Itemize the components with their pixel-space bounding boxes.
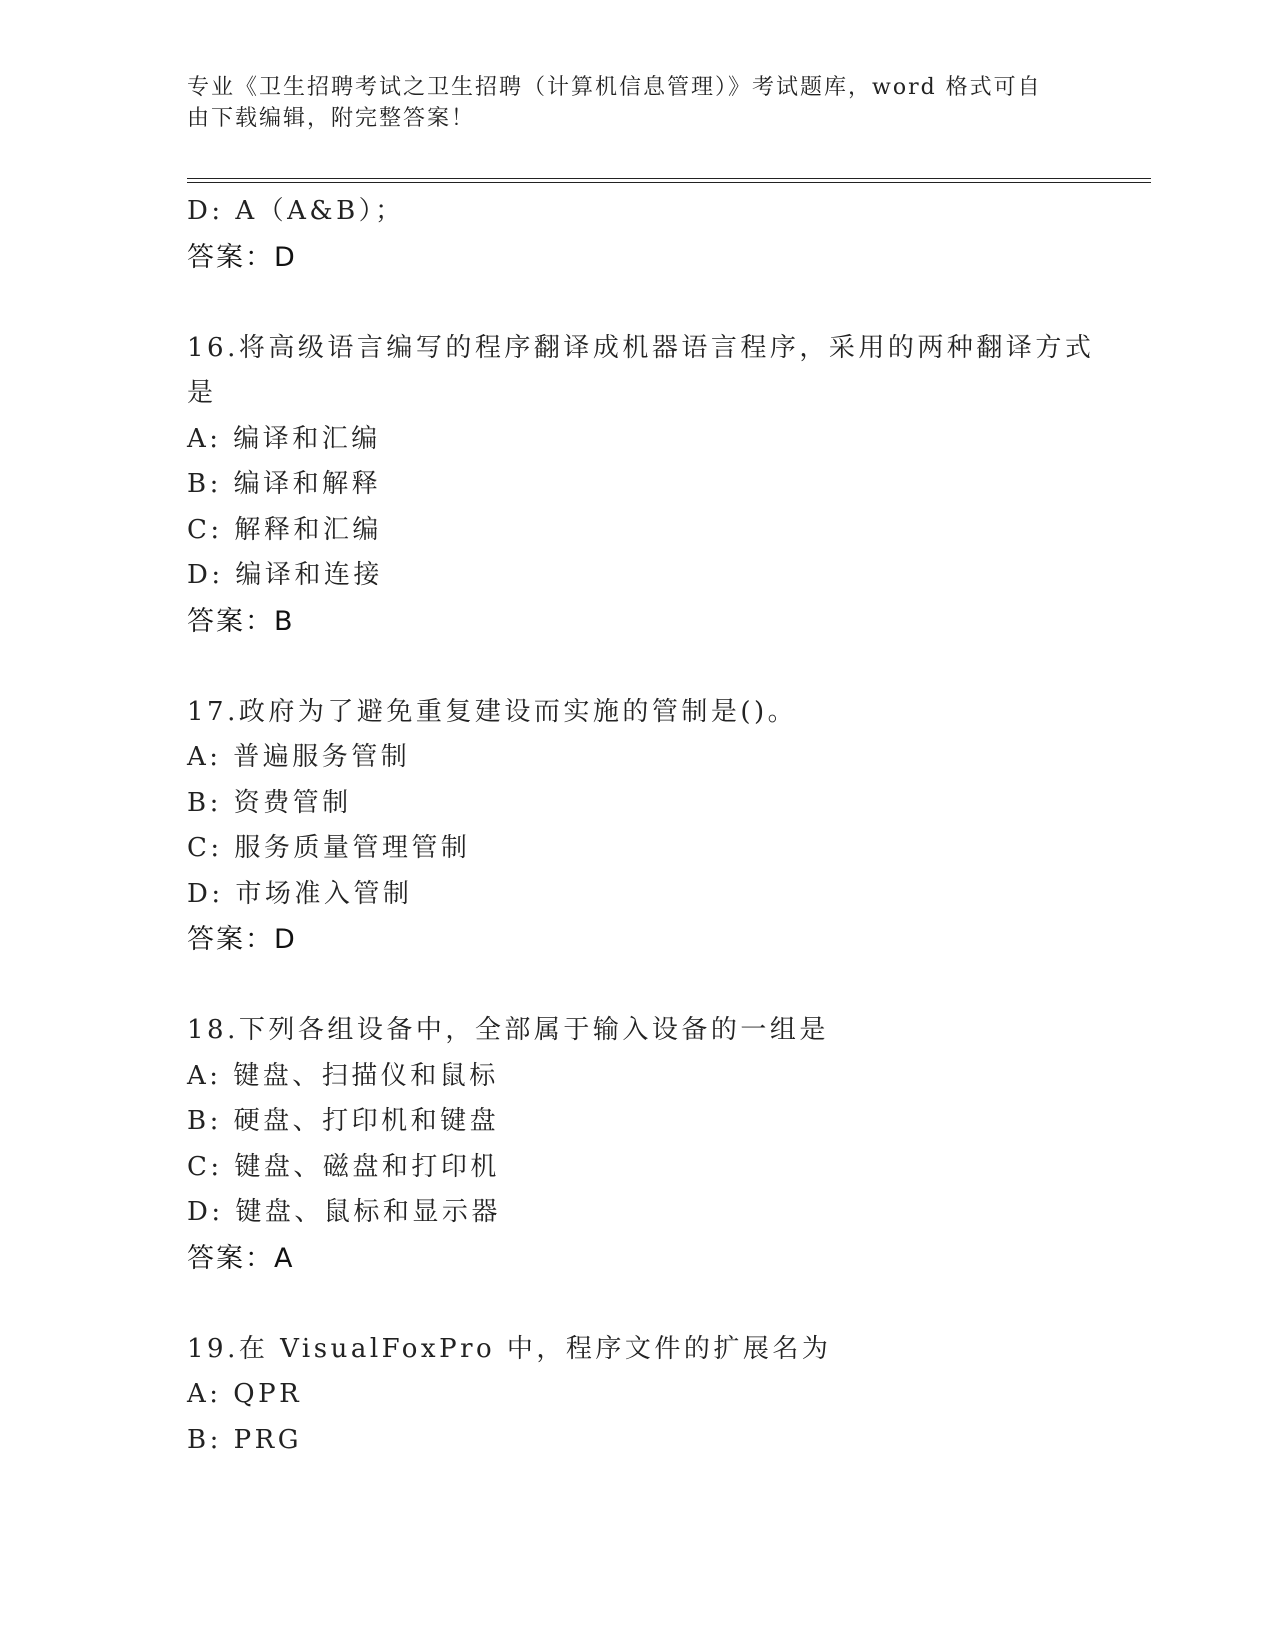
option-b: B: 资费管制 [187, 787, 352, 818]
option-d: D: 编译和连接 [187, 560, 383, 590]
option-a: A: 普遍服务管制 [187, 742, 411, 772]
document-body [187, 189, 1095, 1463]
option-a: A: QPR [187, 1379, 303, 1409]
question-stem: 17.政府为了避免重复建设而实施的管制是()。 [187, 696, 798, 727]
answer: 答案：A [187, 1242, 295, 1274]
option-d: D: A（A&B）； [187, 196, 405, 226]
option-d: D: 键盘、鼠标和显示器 [187, 1197, 501, 1227]
question-stem-continued: 是 [187, 378, 217, 408]
option-c: C: 解释和汇编 [187, 514, 382, 545]
question-17 [187, 690, 1087, 964]
option-d: D: 市场准入管制 [187, 878, 413, 909]
answer: 答案：B [187, 605, 295, 637]
option-a: A: 键盘、扫描仪和鼠标 [187, 1060, 499, 1091]
answer: 答案：D [187, 924, 297, 955]
question-stem: 19.在 VisualFoxPro 中，程序文件的扩展名为 [187, 1333, 832, 1364]
header-line-1: 专业《卫生招聘考试之卫生招聘（计算机信息管理）》考试题库，word 格式可自 [187, 75, 1042, 100]
question-stem: 18.下列各组设备中，全部属于输入设备的一组是 [187, 1015, 829, 1045]
option-b: B: 编译和解释 [187, 469, 382, 499]
header-line-2: 由下载编辑，附完整答案！ [187, 106, 476, 131]
question-stem: 16.将高级语言编写的程序翻译成机器语言程序，采用的两种翻译方式 [187, 332, 1095, 363]
question-15-tail [187, 189, 1087, 281]
question-16 [187, 326, 1095, 645]
option-a: A: 编译和汇编 [187, 423, 381, 454]
header-divider-top [187, 178, 1151, 179]
header-divider-bottom [187, 182, 1151, 183]
question-19 [187, 1327, 1087, 1464]
document-header [187, 72, 1067, 134]
option-b: B: 硬盘、打印机和键盘 [187, 1106, 500, 1136]
option-c: C: 键盘、磁盘和打印机 [187, 1151, 500, 1182]
answer: 答案：D [187, 241, 297, 273]
option-c: C: 服务质量管理管制 [187, 833, 471, 863]
question-18 [187, 1008, 1087, 1282]
option-b: B: PRG [187, 1424, 302, 1455]
